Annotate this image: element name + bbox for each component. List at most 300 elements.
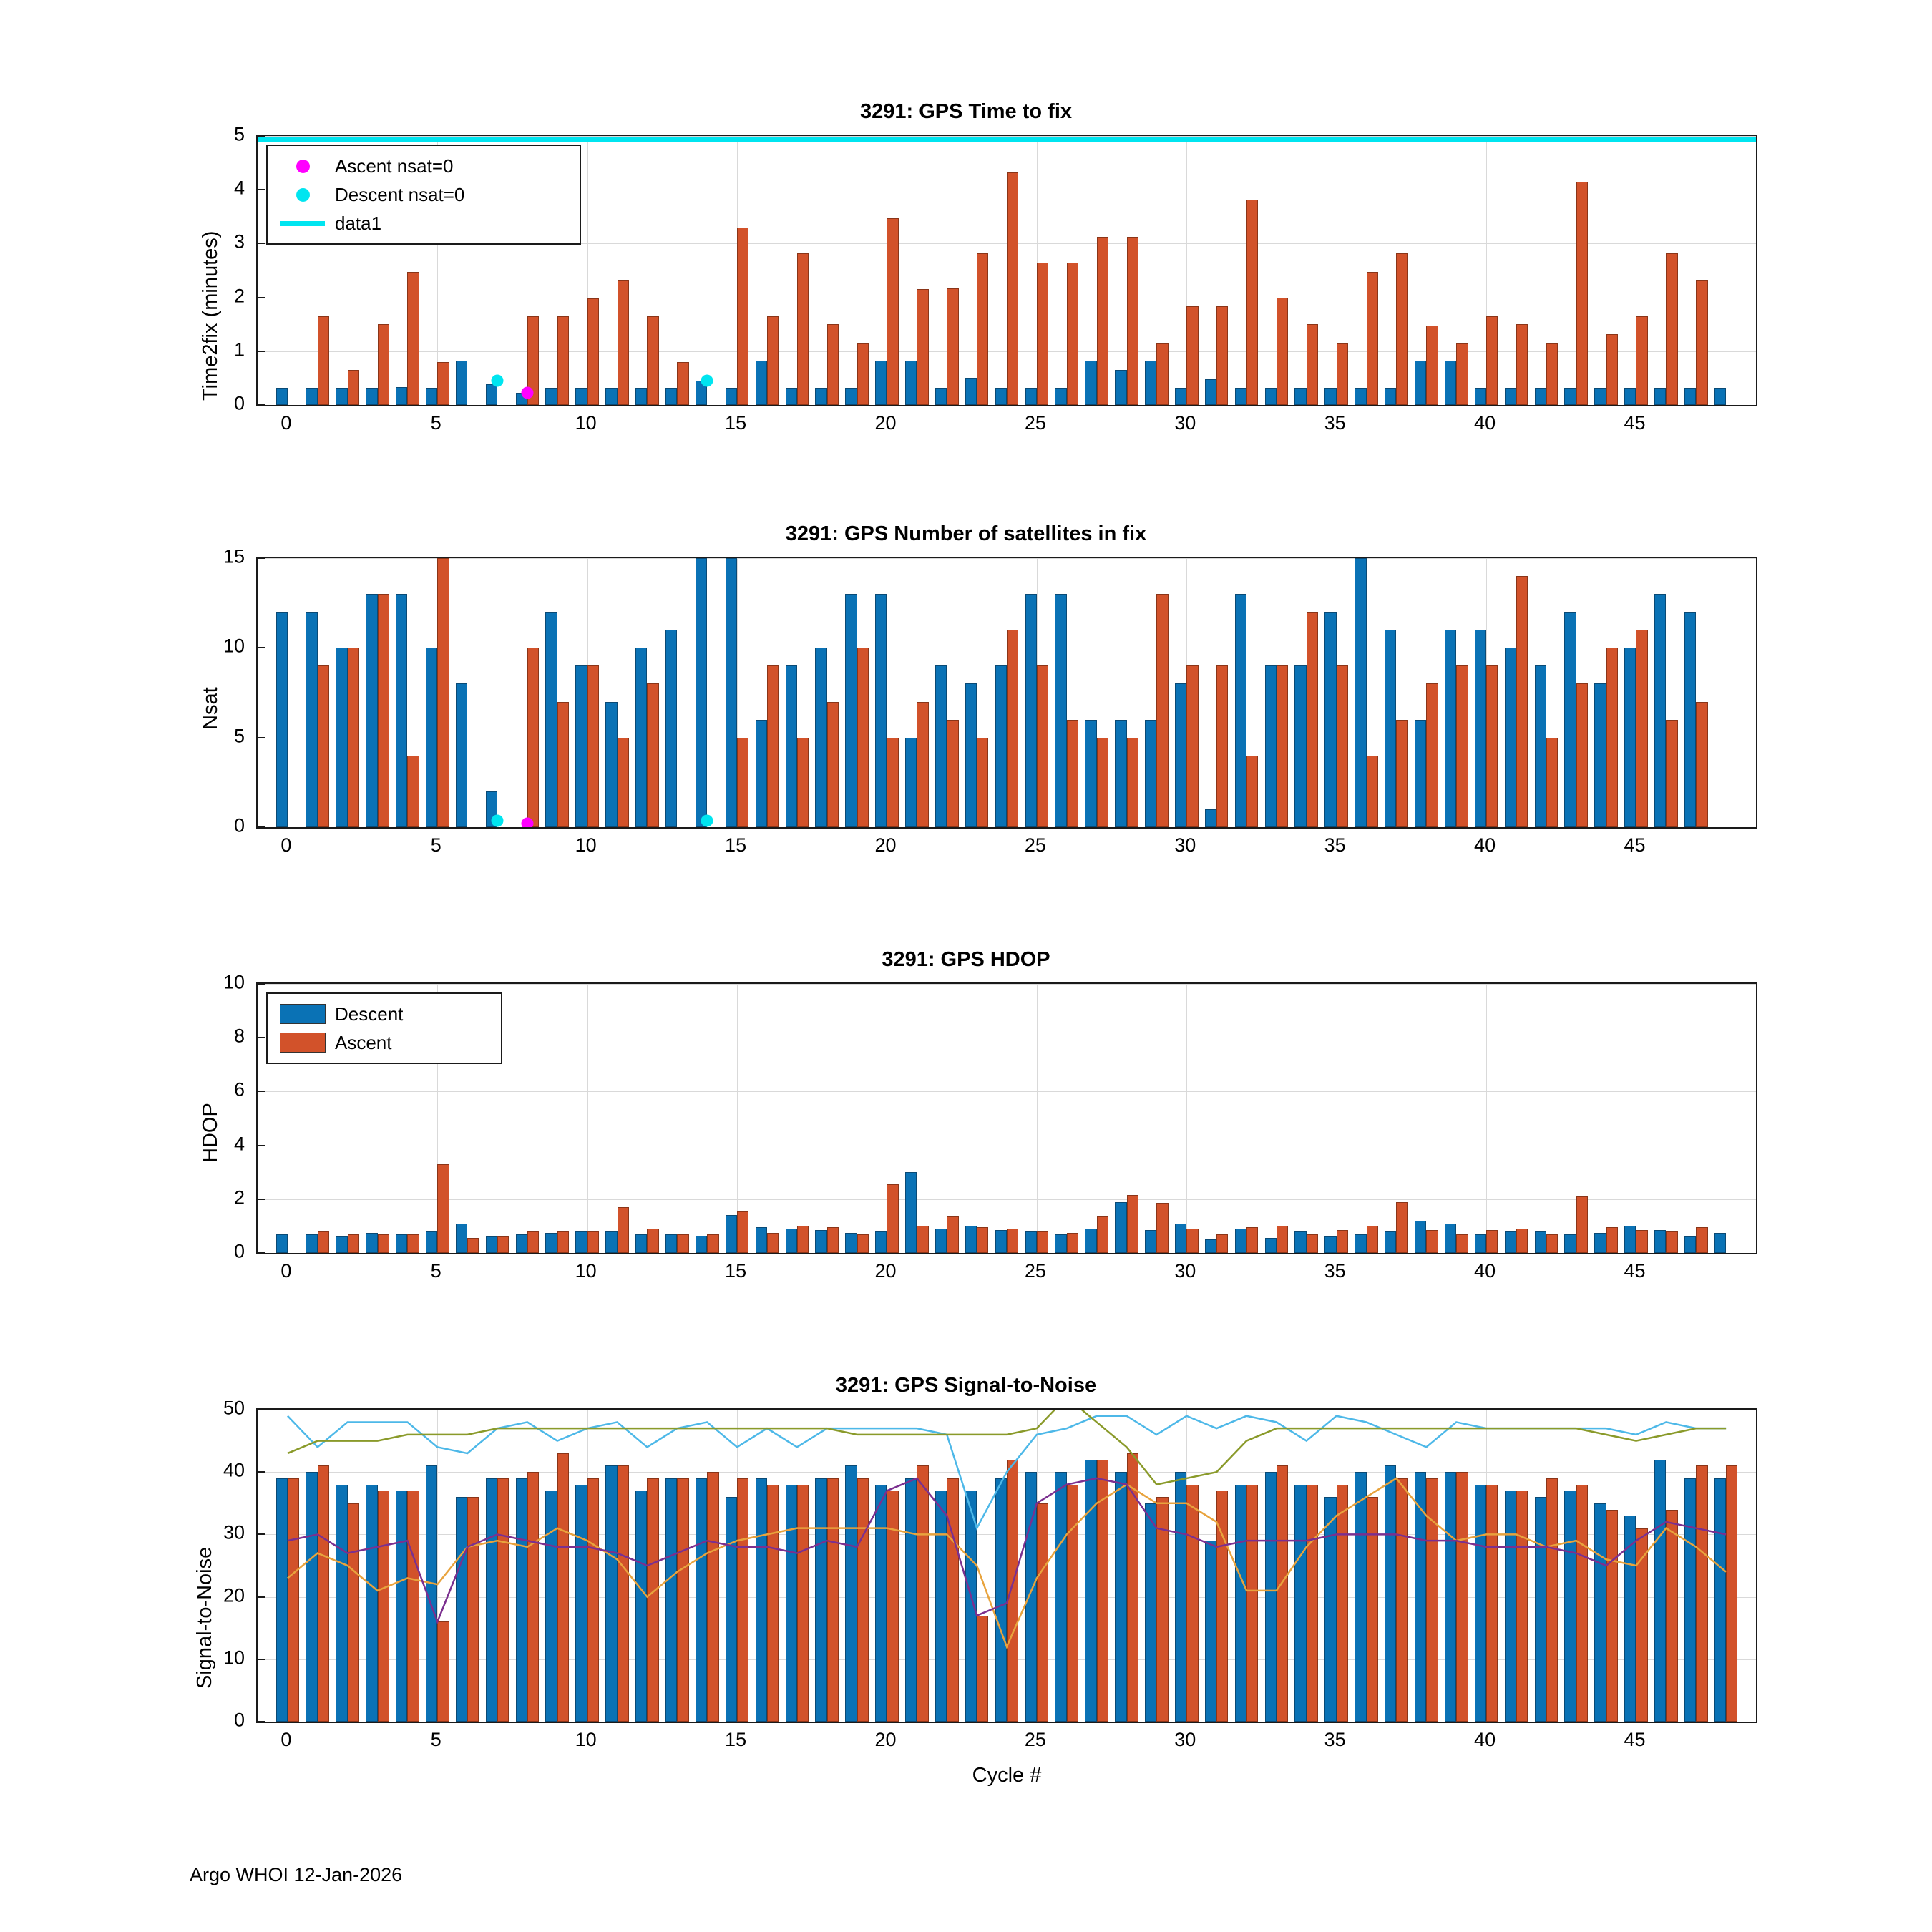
bar-descent (1684, 388, 1696, 405)
gridline-horizontal (258, 984, 1756, 985)
panel-title: 3291: GPS Signal-to-Noise (835, 1374, 1097, 1397)
bar-descent (1294, 1231, 1306, 1253)
bar-ascent (827, 702, 839, 827)
marker-descent-nsat0 (492, 815, 504, 827)
bar-ascent (1576, 1196, 1588, 1253)
bar-descent (456, 683, 467, 827)
bar-descent (1324, 1236, 1336, 1253)
y-tick-label: 10 (223, 1646, 245, 1669)
bar-descent (905, 1172, 917, 1253)
bar-ascent (1576, 182, 1588, 405)
bar-ascent (1037, 1231, 1048, 1253)
bar-ascent (1067, 1233, 1078, 1253)
y-tick-label: 5 (233, 725, 245, 747)
bar-descent (1385, 1231, 1396, 1253)
x-tick-label: 20 (874, 1729, 897, 1750)
bar-descent (965, 378, 977, 405)
bar-ascent (1337, 665, 1348, 827)
bar-ascent (1666, 253, 1677, 405)
bar-ascent (318, 665, 329, 827)
bar-ascent (857, 1234, 869, 1253)
x-tick-label: 0 (280, 1260, 292, 1282)
bar-ascent (1636, 630, 1647, 827)
bar-ascent (348, 1234, 359, 1253)
y-tick-mark (258, 826, 265, 828)
bar-ascent (587, 298, 599, 405)
bar-ascent (647, 316, 658, 405)
x-tick-label: 0 (280, 834, 292, 856)
bar-ascent (887, 1184, 898, 1253)
bar-descent (635, 1234, 647, 1253)
bar-descent (545, 388, 557, 405)
bar-descent (1624, 648, 1636, 827)
bar-ascent (618, 1207, 629, 1253)
bar-descent (366, 594, 377, 827)
bar-descent (1025, 594, 1037, 827)
bar-ascent (1486, 316, 1498, 405)
x-tick-label: 20 (874, 412, 897, 434)
bar-ascent (1396, 253, 1407, 405)
bar-ascent (348, 648, 359, 827)
bar-ascent (437, 558, 449, 827)
bar-ascent (767, 1233, 779, 1253)
bar-descent (486, 1236, 497, 1253)
bar-ascent (917, 1226, 928, 1253)
bar-ascent (1186, 1229, 1198, 1253)
bar-descent (1594, 683, 1606, 827)
gridline-horizontal (258, 1199, 1756, 1200)
bar-descent (1235, 1229, 1246, 1253)
bar-descent (1385, 630, 1396, 827)
bar-descent (1205, 379, 1216, 405)
bar-ascent (1666, 720, 1677, 827)
bar-descent (1235, 594, 1246, 827)
bar-descent (1415, 1221, 1426, 1253)
gridline-vertical (1186, 984, 1187, 1253)
bar-ascent (437, 362, 449, 405)
bar-ascent (557, 1231, 569, 1253)
bar-descent (396, 594, 407, 827)
bar-descent (1055, 594, 1066, 827)
legend-label: data1 (335, 212, 382, 234)
x-tick-label: 5 (430, 1260, 441, 1282)
bar-descent (1624, 388, 1636, 405)
bar-descent (1505, 648, 1516, 827)
x-tick-label: 35 (1324, 1260, 1346, 1282)
bar-ascent (917, 702, 928, 827)
bar-descent (486, 384, 497, 405)
bar-descent (756, 1227, 767, 1253)
bar-ascent (1246, 200, 1258, 405)
bar-descent (965, 683, 977, 827)
bar-descent (545, 1233, 557, 1253)
panel-title: 3291: GPS HDOP (882, 948, 1050, 971)
bar-descent (1265, 665, 1277, 827)
bar-descent (965, 1226, 977, 1253)
y-tick-mark (258, 737, 265, 738)
bar-ascent (1696, 1227, 1707, 1253)
legend-color-patch (280, 1004, 326, 1024)
x-tick-label: 25 (1024, 412, 1046, 434)
bar-descent (1055, 1234, 1066, 1253)
bar-ascent (1097, 738, 1108, 827)
bar-descent (905, 361, 917, 405)
bar-descent (665, 630, 677, 827)
legend-label: Ascent (335, 1031, 392, 1053)
bar-ascent (797, 253, 809, 405)
x-tick-label: 40 (1474, 1260, 1496, 1282)
bar-ascent (527, 1231, 539, 1253)
bar-descent (1654, 594, 1666, 827)
y-axis-label: Nsat (199, 687, 222, 730)
x-tick-label: 0 (280, 1729, 292, 1750)
gridline-horizontal (258, 558, 1756, 559)
y-tick-label: 20 (223, 1584, 245, 1606)
bar-ascent (1666, 1231, 1677, 1253)
bar-descent (815, 648, 826, 827)
bar-ascent (1216, 306, 1228, 405)
x-tick-label: 25 (1024, 1729, 1046, 1750)
bar-descent (605, 388, 617, 405)
bar-descent (276, 388, 288, 405)
y-axis-label: Signal-to-Noise (193, 1546, 216, 1689)
bar-descent (306, 388, 317, 405)
bar-ascent (1576, 683, 1588, 827)
legend-hdop (266, 992, 502, 1064)
y-tick-label: 15 (223, 545, 245, 567)
marker-ascent-nsat0 (521, 387, 533, 399)
bar-ascent (557, 316, 569, 405)
bar-ascent (1426, 326, 1438, 405)
x-tick-label: 35 (1324, 412, 1346, 434)
bar-descent (696, 1236, 707, 1253)
x-tick-label: 45 (1624, 1729, 1646, 1750)
bar-ascent (1367, 756, 1378, 827)
gridline-horizontal (258, 827, 1756, 828)
bar-ascent (1456, 665, 1468, 827)
bar-descent (1564, 612, 1576, 827)
bar-descent (575, 388, 587, 405)
bar-ascent (797, 738, 809, 827)
bar-descent (1324, 388, 1336, 405)
bar-ascent (1127, 1195, 1138, 1253)
bar-descent (1085, 720, 1096, 827)
x-tick-label: 35 (1324, 834, 1346, 856)
y-tick-label: 8 (233, 1025, 245, 1047)
bar-ascent (887, 738, 898, 827)
bar-descent (575, 665, 587, 827)
bar-ascent (1337, 1230, 1348, 1253)
bar-ascent (497, 1236, 509, 1253)
legend-item (278, 1028, 491, 1057)
bar-ascent (1156, 594, 1168, 827)
legend-item (278, 180, 570, 209)
bar-descent (1115, 720, 1126, 827)
bar-descent (756, 720, 767, 827)
legend-time2fix (266, 145, 581, 245)
x-tick-label: 25 (1024, 1260, 1046, 1282)
bar-ascent (677, 362, 688, 405)
bar-descent (1535, 665, 1546, 827)
y-tick-label: 0 (233, 1240, 245, 1262)
bar-ascent (1546, 738, 1558, 827)
bar-ascent (318, 1231, 329, 1253)
bar-descent (1085, 361, 1096, 405)
marker-ascent-nsat0 (521, 817, 533, 829)
x-tick-label: 40 (1474, 834, 1496, 856)
y-tick-label: 6 (233, 1078, 245, 1101)
bar-ascent (1067, 263, 1078, 405)
bar-ascent (1307, 324, 1318, 405)
bar-ascent (1456, 343, 1468, 405)
snr-line-overlay (258, 1410, 1756, 1722)
bar-descent (1714, 1233, 1726, 1253)
bar-ascent (1516, 576, 1528, 827)
bar-ascent (947, 720, 958, 827)
bar-ascent (737, 228, 748, 405)
bar-descent (786, 665, 797, 827)
legend-dot-marker (296, 188, 310, 202)
x-tick-label: 30 (1174, 834, 1196, 856)
bar-descent (1085, 1229, 1096, 1253)
bar-descent (815, 1230, 826, 1253)
bar-ascent (1186, 306, 1198, 405)
bar-descent (1684, 612, 1696, 827)
bar-descent (935, 388, 947, 405)
bar-descent (1205, 809, 1216, 827)
y-tick-label: 1 (233, 338, 245, 361)
bar-ascent (1216, 1234, 1228, 1253)
bar-ascent (1307, 1234, 1318, 1253)
bar-ascent (587, 1231, 599, 1253)
bar-descent (845, 388, 857, 405)
x-axis-label: Cycle # (972, 1764, 1042, 1787)
marker-descent-nsat0 (492, 375, 504, 387)
bar-descent (1684, 1236, 1696, 1253)
bar-ascent (647, 683, 658, 827)
bar-ascent (1546, 1234, 1558, 1253)
bar-descent (1235, 388, 1246, 405)
snr-polyline (288, 1478, 1726, 1646)
bar-descent (1265, 1238, 1277, 1253)
legend-line-marker (280, 221, 325, 226)
bar-ascent (1156, 1203, 1168, 1253)
bar-ascent (467, 1238, 479, 1253)
gridline-horizontal (258, 1091, 1756, 1092)
y-tick-label: 2 (233, 285, 245, 307)
gridline-vertical (1037, 984, 1038, 1253)
legend-item (278, 152, 570, 180)
y-tick-mark (258, 647, 265, 648)
bar-ascent (1097, 1216, 1108, 1253)
x-tick-label: 40 (1474, 1729, 1496, 1750)
bar-ascent (618, 738, 629, 827)
bar-ascent (348, 370, 359, 405)
bar-ascent (1396, 720, 1407, 827)
bar-descent (1505, 388, 1516, 405)
x-tick-label: 15 (725, 1260, 747, 1282)
bar-descent (1355, 558, 1366, 827)
bar-ascent (1696, 702, 1707, 827)
gridline-vertical (587, 984, 588, 1253)
x-tick-label: 40 (1474, 412, 1496, 434)
bar-descent (845, 594, 857, 827)
bar-descent (1415, 361, 1426, 405)
bar-descent (1145, 720, 1156, 827)
x-tick-label: 30 (1174, 412, 1196, 434)
bar-ascent (1277, 1226, 1288, 1253)
bar-descent (336, 388, 347, 405)
bar-descent (635, 648, 647, 827)
bar-ascent (407, 1234, 419, 1253)
y-tick-mark (258, 404, 265, 406)
bar-ascent (437, 1164, 449, 1253)
bar-ascent (1307, 612, 1318, 827)
bar-descent (426, 1231, 437, 1253)
bar-ascent (378, 324, 389, 405)
bar-descent (1355, 388, 1366, 405)
bar-ascent (1456, 1234, 1468, 1253)
x-tick-label: 15 (725, 1729, 747, 1750)
bar-descent (935, 665, 947, 827)
bar-ascent (1037, 665, 1048, 827)
bar-descent (516, 1234, 527, 1253)
bar-ascent (1067, 720, 1078, 827)
bar-ascent (1007, 172, 1018, 405)
bar-descent (1714, 388, 1726, 405)
bar-descent (995, 665, 1007, 827)
bar-descent (1175, 388, 1186, 405)
bar-ascent (737, 1211, 748, 1253)
bar-descent (1445, 361, 1456, 405)
x-tick-label: 45 (1624, 1260, 1646, 1282)
bar-ascent (977, 1227, 988, 1253)
bar-descent (366, 1233, 377, 1253)
bar-descent (1654, 1230, 1666, 1253)
bar-descent (726, 388, 737, 405)
x-tick-label: 5 (430, 412, 441, 434)
bar-descent (726, 558, 737, 827)
y-tick-label: 0 (233, 1709, 245, 1731)
bar-descent (366, 388, 377, 405)
y-tick-label: 3 (233, 230, 245, 253)
legend-label: Descent (335, 1002, 404, 1025)
bar-descent (426, 388, 437, 405)
bar-descent (1415, 720, 1426, 827)
bar-ascent (1097, 237, 1108, 405)
bar-descent (276, 1234, 288, 1253)
bar-descent (1145, 1230, 1156, 1253)
bar-descent (1205, 1239, 1216, 1253)
bar-ascent (1246, 756, 1258, 827)
x-tick-label: 35 (1324, 1729, 1346, 1750)
bar-descent (1265, 388, 1277, 405)
bar-descent (786, 1229, 797, 1253)
bar-descent (1145, 361, 1156, 405)
bar-descent (905, 738, 917, 827)
bar-ascent (407, 756, 419, 827)
bar-descent (1175, 1224, 1186, 1253)
y-tick-label: 4 (233, 1133, 245, 1155)
bar-descent (1624, 1226, 1636, 1253)
bar-descent (1025, 1231, 1037, 1253)
bar-ascent (1426, 1230, 1438, 1253)
y-tick-mark (258, 351, 265, 352)
bar-descent (815, 388, 826, 405)
x-tick-label: 20 (874, 834, 897, 856)
x-tick-label: 30 (1174, 1729, 1196, 1750)
bar-descent (1294, 665, 1306, 827)
bar-descent (786, 388, 797, 405)
bar-ascent (1216, 665, 1228, 827)
y-tick-mark (258, 983, 265, 985)
bar-descent (635, 388, 647, 405)
bar-ascent (1426, 683, 1438, 827)
bar-descent (1564, 1234, 1576, 1253)
bar-descent (396, 1234, 407, 1253)
bar-descent (1115, 1202, 1126, 1253)
bar-ascent (887, 218, 898, 405)
bar-descent (426, 648, 437, 827)
bar-descent (1654, 388, 1666, 405)
bar-descent (545, 612, 557, 827)
bar-descent (1445, 1224, 1456, 1253)
x-tick-label: 20 (874, 1260, 897, 1282)
y-tick-label: 0 (233, 814, 245, 836)
footer-caption: Argo WHOI 12-Jan-2026 (190, 1864, 403, 1885)
y-tick-mark (258, 243, 265, 244)
snr-polyline (288, 1478, 1726, 1622)
bar-ascent (1396, 1202, 1407, 1253)
x-tick-label: 5 (430, 834, 441, 856)
y-tick-label: 30 (223, 1521, 245, 1543)
bar-descent (845, 1233, 857, 1253)
bar-descent (276, 612, 288, 827)
data1-horizontal-line (258, 137, 1756, 142)
bar-ascent (1606, 1227, 1618, 1253)
bar-descent (1594, 1233, 1606, 1253)
bar-ascent (1516, 324, 1528, 405)
bar-ascent (917, 289, 928, 405)
y-tick-label: 50 (223, 1397, 245, 1419)
bar-ascent (1277, 665, 1288, 827)
bar-ascent (587, 665, 599, 827)
y-tick-mark (258, 297, 265, 298)
bar-descent (875, 1231, 887, 1253)
bar-descent (605, 1231, 617, 1253)
y-tick-label: 0 (233, 392, 245, 414)
bar-ascent (827, 324, 839, 405)
bar-ascent (1486, 665, 1498, 827)
bar-descent (336, 1236, 347, 1253)
x-tick-label: 45 (1624, 412, 1646, 434)
x-tick-label: 10 (575, 412, 597, 434)
bar-descent (1535, 388, 1546, 405)
bar-descent (935, 1229, 947, 1253)
bar-descent (1445, 630, 1456, 827)
x-tick-label: 10 (575, 1729, 597, 1750)
bar-descent (875, 361, 887, 405)
panel-nsat (0, 522, 1932, 866)
bar-descent (1025, 388, 1037, 405)
bar-ascent (1156, 343, 1168, 405)
y-tick-label: 40 (223, 1459, 245, 1481)
bar-descent (726, 1215, 737, 1253)
bar-ascent (767, 316, 779, 405)
bar-ascent (1486, 1230, 1498, 1253)
gridline-horizontal (258, 1253, 1756, 1254)
gridline-vertical (1486, 984, 1487, 1253)
